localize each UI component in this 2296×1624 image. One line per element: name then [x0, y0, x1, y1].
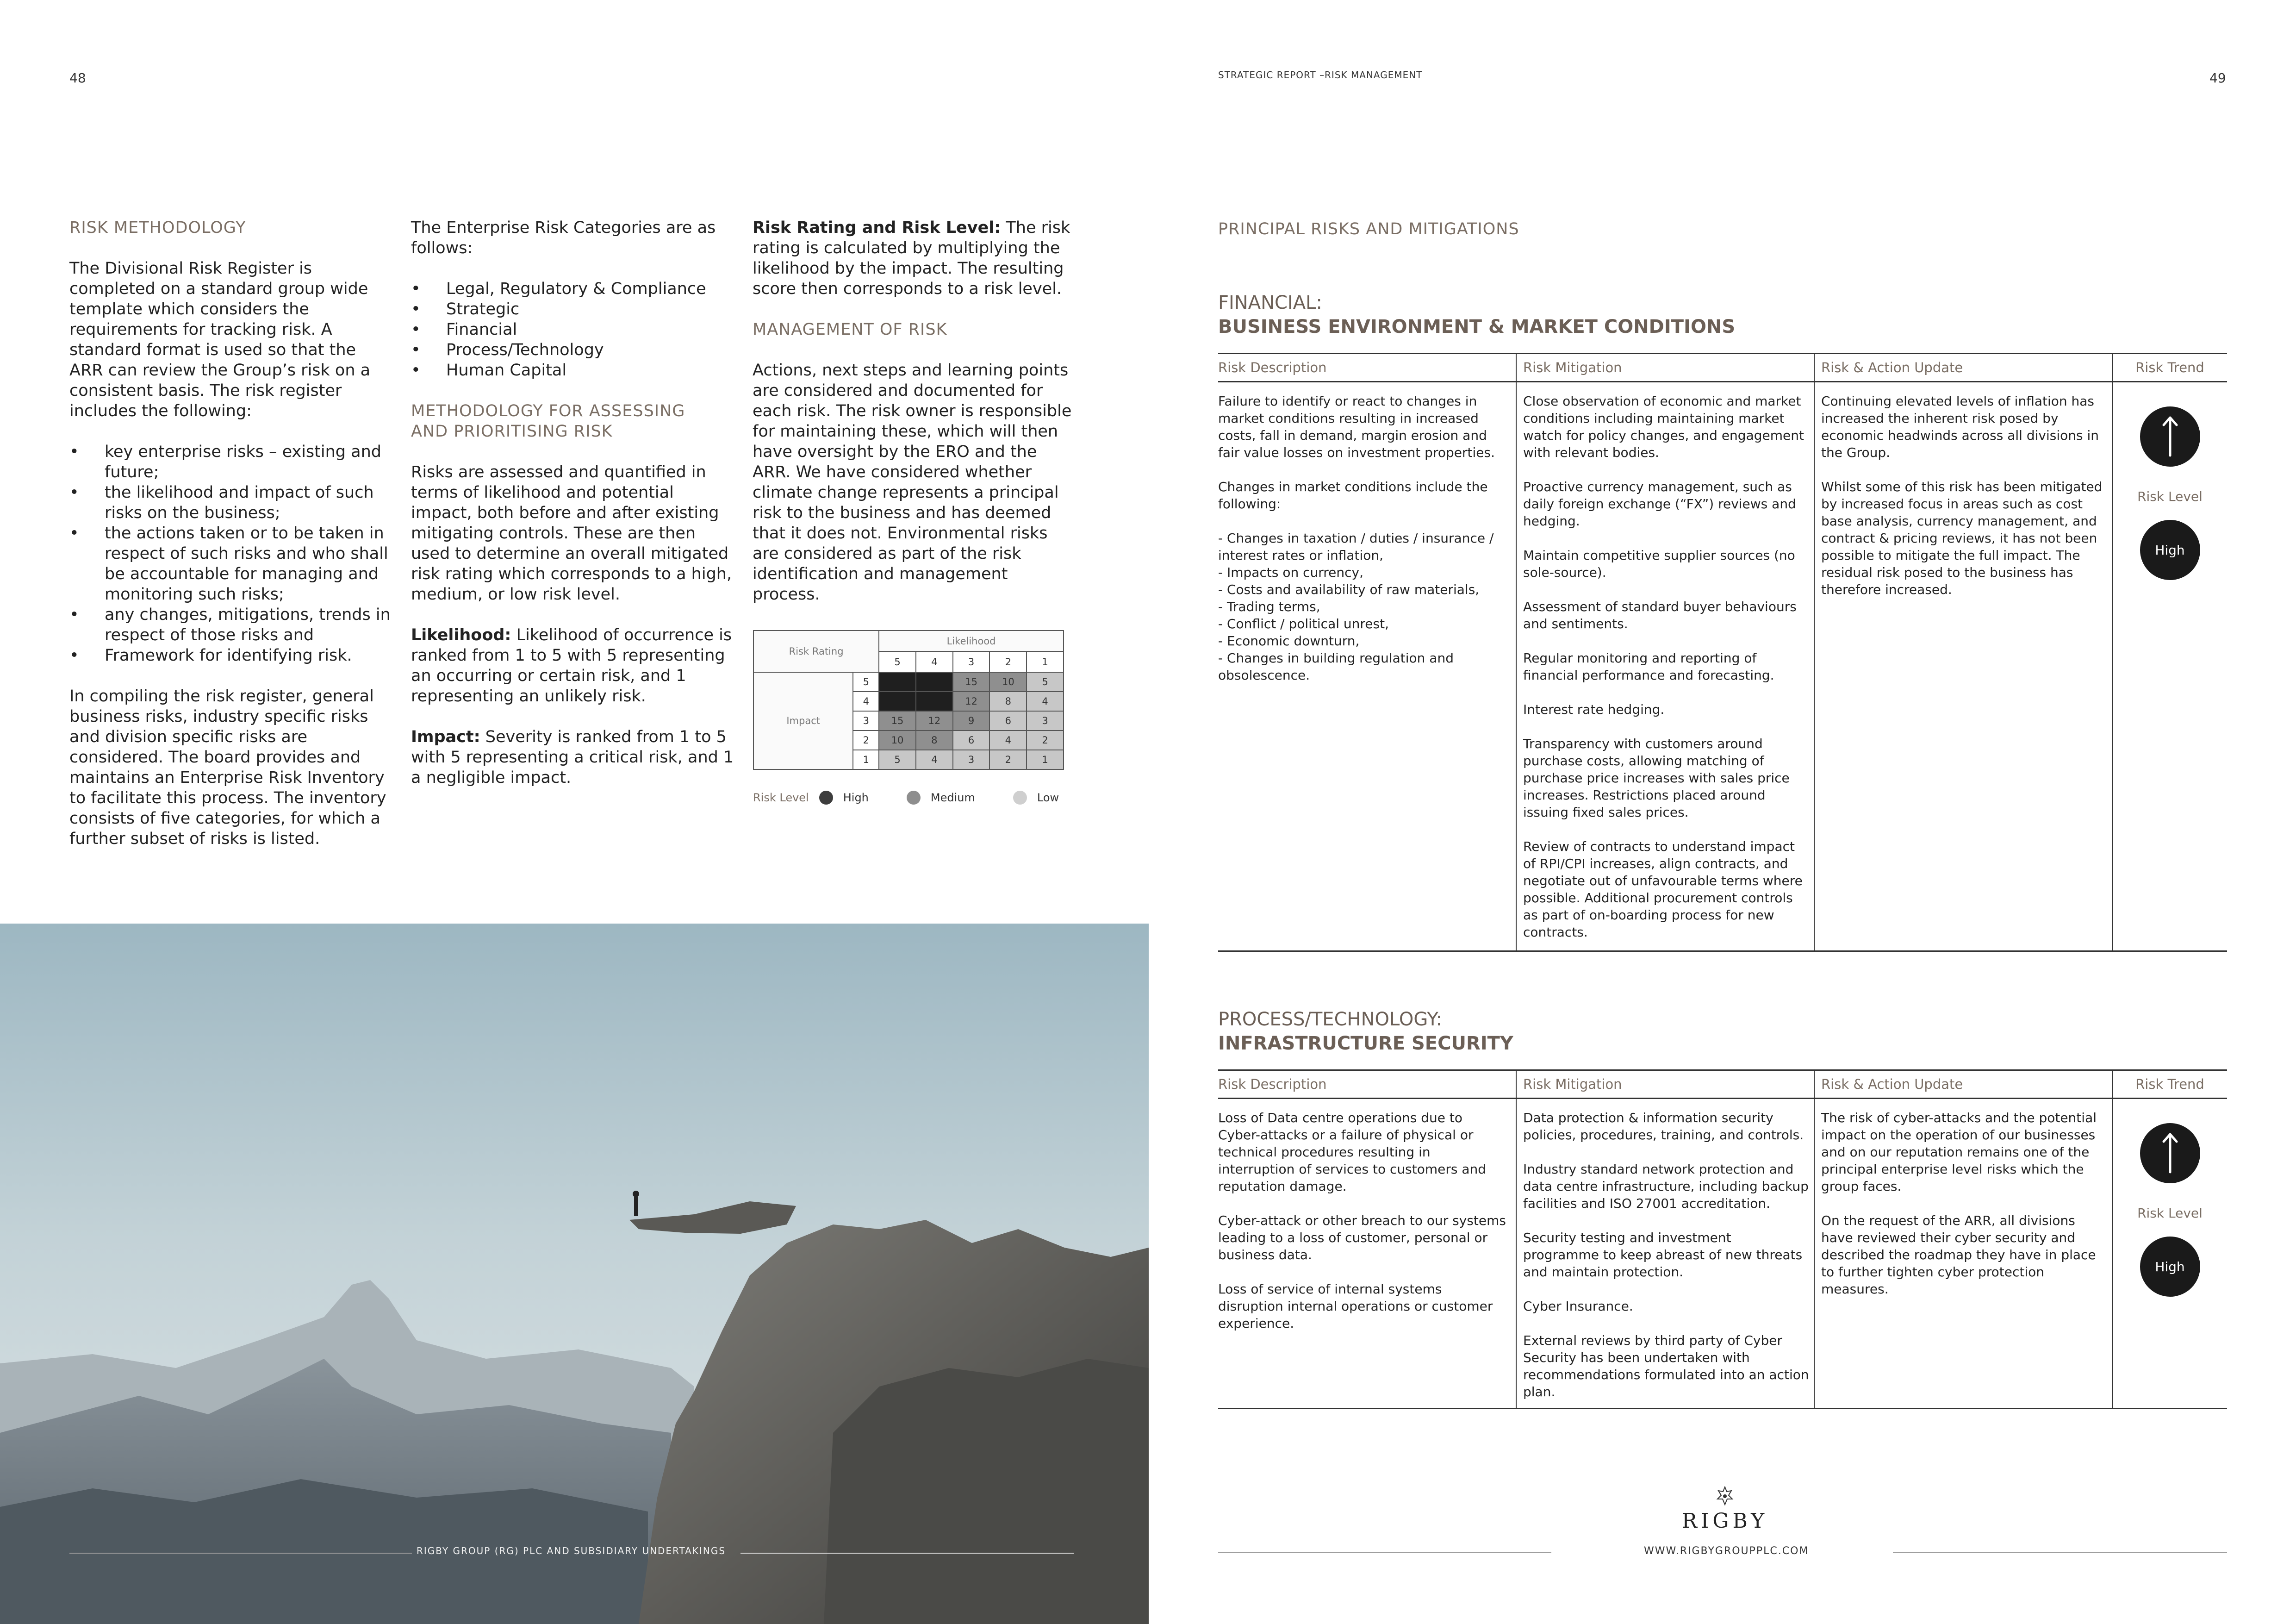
heading-methodology-assessing — [411, 401, 740, 442]
financial-risk-title — [1218, 291, 1735, 339]
table-paragraph: Assessment of standard buyer behaviours and sentiments. — [1523, 599, 1797, 631]
column-header-trend: Risk Trend — [2112, 1070, 2227, 1099]
table-paragraph: Regular monitoring and reporting of financial performance and forecasting. — [1523, 650, 1774, 683]
heading-management-of-risk: MANAGEMENT OF RISK — [753, 320, 947, 339]
likelihood-value: 3 — [953, 651, 990, 672]
process-update-cell — [1814, 1099, 2112, 1409]
list-item: • Process/Technology — [411, 340, 740, 360]
footer-divider-left-end — [740, 1553, 1074, 1554]
list-item: • any changes, mitigations, trends in respect of those risks and — [69, 605, 393, 645]
impact-value: 5 — [853, 672, 879, 692]
matrix-cell: 1 — [1027, 750, 1064, 769]
table-paragraph: Close observation of economic and market conditions including maintaining market watch for policy changes, and engagement with relevant bodies. — [1523, 394, 1804, 460]
title-line: INFRASTRUCTURE SECURITY — [1218, 1033, 1513, 1054]
matrix-cell: 12 — [953, 692, 990, 711]
financial-trend-cell — [2112, 382, 2227, 951]
likelihood-text: Likelihood of occurrence is ranked from 1 to 5 with 5 representing an occurring or certain risk, and 1 representing an unlikely risk. — [411, 626, 732, 706]
matrix-cell: 4 — [916, 750, 953, 769]
table-paragraph: Cyber-attack or other breach to our systems leading to a loss of customer, personal or business data. — [1218, 1213, 1506, 1262]
table-paragraph: Security testing and investment programme to keep abreast of new threats and maintain protection. — [1523, 1230, 1803, 1280]
footer-divider-right-b — [1893, 1552, 2227, 1553]
column-header-trend: Risk Trend — [2112, 354, 2227, 382]
heading-risk-methodology: RISK METHODOLOGY — [69, 219, 246, 237]
legend-title: Risk Level — [753, 791, 809, 804]
process-risk-title — [1218, 1007, 1513, 1056]
running-header: STRATEGIC REPORT –RISK MANAGEMENT — [1218, 69, 1423, 81]
column-risk-categories — [411, 218, 740, 808]
matrix-cell: 3 — [1027, 711, 1064, 731]
column-header-update: Risk & Action Update — [1814, 354, 2112, 382]
logo-wordmark: RIGBY — [1681, 1509, 1768, 1533]
arrow-up-glyph — [2161, 1132, 2179, 1174]
list-item: • Legal, Regulatory & Compliance — [411, 279, 740, 299]
list-item: • Strategic — [411, 299, 740, 319]
table-paragraph: External reviews by third party of Cyber Security has been undertaken with recommendations formulated into an action plan. — [1523, 1333, 1809, 1399]
footer-company-name: RIGBY GROUP (RG) PLC AND SUBSIDIARY UNDERTAKINGS — [417, 1545, 726, 1556]
categories-list — [411, 279, 740, 381]
legend-item-low — [1003, 791, 1059, 805]
matrix-cell: 9 — [953, 711, 990, 731]
list-item: • Human Capital — [411, 360, 740, 381]
matrix-cell — [879, 672, 916, 692]
legend-label: Low — [1037, 791, 1059, 804]
title-line: PROCESS/TECHNOLOGY: — [1218, 1009, 1442, 1030]
likelihood-value: 5 — [879, 651, 916, 672]
matrix-cell: 12 — [916, 711, 953, 731]
list-item: • Framework for identifying risk. — [69, 645, 393, 666]
paragraph-categories-intro: The Enterprise Risk Categories are as follows: — [411, 219, 716, 257]
arrow-up-glyph — [2161, 416, 2179, 457]
mountain-cliff-photo — [0, 924, 1149, 1624]
heading-line: AND PRIORITISING RISK — [411, 422, 613, 441]
table-paragraph: Interest rate hedging. — [1523, 702, 1665, 717]
impact-value: 1 — [853, 750, 879, 769]
table-paragraph: On the request of the ARR, all divisions have reviewed their cyber security and described the roadmap they have in place to further tighten cyber protection measures. — [1821, 1213, 2096, 1297]
column-risk-methodology — [69, 218, 393, 869]
likelihood-value: 4 — [916, 651, 953, 672]
paragraph-management: Actions, next steps and learning points are considered and documented for each risk. The risk owner is responsible for maintaining these, which will then have oversight by the ERO and the ARR. We have considered whether climate change represents a principal risk to the business and has deemed that it does not. Environmental risks are considered as part of the risk identification and management process. — [753, 361, 1072, 604]
list-item: • key enterprise risks – existing and future; — [69, 442, 393, 482]
footer-divider-right-a — [1218, 1552, 1551, 1553]
column-risk-rating — [753, 218, 1076, 625]
arrow-up-icon — [2140, 1123, 2200, 1183]
page-number-left: 48 — [69, 70, 86, 86]
risk-level-badge: High — [2140, 520, 2200, 580]
list-item: • the likelihood and impact of such risks on the business; — [69, 482, 393, 523]
matrix-cell — [916, 672, 953, 692]
risk-level-legend — [753, 791, 1087, 805]
column-header-mitigation: Risk Mitigation — [1516, 354, 1814, 382]
table-paragraph: Loss of Data centre operations due to Cyber-attacks or a failure of physical or technical procedures resulting in interruption of services to customers and reputation damage. — [1218, 1110, 1487, 1194]
risk-rating-matrix — [753, 630, 1064, 770]
process-risk-table — [1218, 1069, 2227, 1409]
process-description-cell — [1218, 1099, 1516, 1409]
risk-level-label: Risk Level — [2137, 1206, 2203, 1221]
financial-mitigation-cell — [1516, 382, 1814, 951]
matrix-cell: 5 — [879, 750, 916, 769]
matrix-likelihood-label: Likelihood — [879, 631, 1064, 651]
risk-level-label: Risk Level — [2137, 489, 2203, 504]
table-paragraph: Failure to identify or react to changes in market conditions resulting in increased costs, fall in demand, margin erosion and fair value losses on investment properties. — [1218, 394, 1495, 460]
crest-icon — [1714, 1486, 1736, 1506]
footer-divider-left — [69, 1553, 412, 1554]
landscape-illustration — [0, 924, 1149, 1624]
matrix-cell: 10 — [989, 672, 1027, 692]
legend-item-medium — [896, 791, 975, 805]
column-header-mitigation: Risk Mitigation — [1516, 1070, 1814, 1099]
table-paragraph: Cyber Insurance. — [1523, 1299, 1633, 1314]
impact-value: 4 — [853, 692, 879, 711]
impact-value: 2 — [853, 731, 879, 750]
table-paragraph: Industry standard network protection and data centre infrastructure, including backup facilities and ISO 27001 accreditation. — [1523, 1162, 1809, 1211]
likelihood-label: Likelihood: — [411, 626, 511, 644]
column-header-update: Risk & Action Update — [1814, 1070, 2112, 1099]
paragraph-risk-rating — [753, 218, 1076, 299]
table-paragraph: Changes in market conditions include the following: — [1218, 479, 1488, 512]
table-paragraph: Continuing elevated levels of inflation has increased the inherent risk posed by economic headwinds across all divisions in the Group. — [1821, 394, 2099, 460]
legend-dot-high — [819, 791, 833, 805]
matrix-cell: 4 — [989, 731, 1027, 750]
arrow-up-icon — [2140, 406, 2200, 467]
matrix-cell — [879, 692, 916, 711]
risk-rating-text: The risk rating is calculated by multiplying the likelihood by the impact. The resulting score then corresponds to a risk level. — [753, 219, 1070, 298]
process-mitigation-cell — [1516, 1099, 1814, 1409]
matrix-cell: 15 — [879, 711, 916, 731]
table-paragraph: Maintain competitive supplier sources (no sole-source). — [1523, 548, 1795, 580]
legend-label: High — [843, 791, 869, 804]
heading-line: METHODOLOGY FOR ASSESSING — [411, 402, 685, 420]
table-paragraph: Data protection & information security policies, procedures, training, and controls. — [1523, 1110, 1804, 1143]
matrix-cell: 2 — [1027, 731, 1064, 750]
financial-update-cell — [1814, 382, 2112, 951]
matrix-cell: 3 — [953, 750, 990, 769]
rigby-logo — [1662, 1486, 1787, 1533]
paragraph-assessment: Risks are assessed and quantified in terms of likelihood and potential impact, both before and after existing mitigating controls. These are then used to determine an overall mitigated risk rating which corresponds to a high, medium, or low risk level. — [411, 463, 732, 604]
risk-rating-label: Risk Rating and Risk Level: — [753, 219, 1001, 237]
legend-dot-medium — [907, 791, 921, 805]
matrix-cell: 4 — [1027, 692, 1064, 711]
matrix-cell: 10 — [879, 731, 916, 750]
matrix-cell: 6 — [953, 731, 990, 750]
paragraph-likelihood — [411, 625, 740, 706]
table-paragraph: Whilst some of this risk has been mitigated by increased focus in areas such as cost base analysis, currency management, and contract & pricing reviews, it has not been possible to mitigate the full impact. The residual risk posed to the business has therefore increased. — [1821, 479, 2103, 597]
likelihood-value: 2 — [989, 651, 1027, 672]
matrix-cell: 2 — [989, 750, 1027, 769]
table-paragraph: Review of contracts to understand impact of RPI/CPI increases, align contracts, and negotiate out of unfavourable terms where possible. Additional procurement controls as part of on-boarding process for new contracts. — [1523, 839, 1803, 940]
paragraph-compiling-register: In compiling the risk register, general business risks, industry specific risks and division specific risks are considered. The board provides and maintains an Enterprise Risk Inventory to facilitate this process. The inventory consists of five categories, for which a further subset of risks is listed. — [69, 687, 386, 848]
impact-value: 3 — [853, 711, 879, 731]
table-paragraph: The risk of cyber-attacks and the potential impact on the operation of our businesses and on our reputation remains one of the principal enterprise level risks which the group faces. — [1821, 1110, 2097, 1194]
matrix-cell: 6 — [989, 711, 1027, 731]
paragraph-register-intro: The Divisional Risk Register is completed on a standard group wide template which considers the requirements for tracking risk. A standard format is used so that the ARR can review the Group’s risk on a consistent basis. The risk register includes the following: — [69, 259, 371, 420]
financial-risk-table — [1218, 353, 2227, 952]
financial-description-cell — [1218, 382, 1516, 951]
impact-text: Severity is ranked from 1 to 5 with 5 representing a critical risk, and 1 a negligible impact. — [411, 728, 734, 787]
table-paragraph: - Changes in taxation / duties / insurance / interest rates or inflation, - Impacts on currency, - Costs and availability of raw materials, - Trading terms, - Conflict / political unrest, - Economic downturn, - Changes in building regulation and obsolescence. — [1218, 531, 1494, 683]
column-header-description: Risk Description — [1218, 354, 1516, 382]
matrix-risk-rating-label: Risk Rating — [753, 631, 879, 672]
matrix-cell: 5 — [1027, 672, 1064, 692]
matrix-cell: 15 — [953, 672, 990, 692]
table-paragraph: Proactive currency management, such as daily foreign exchange (“FX”) reviews and hedging. — [1523, 479, 1796, 529]
paragraph-impact — [411, 727, 740, 788]
matrix-cell: 8 — [989, 692, 1027, 711]
table-paragraph: Loss of service of internal systems disruption internal operations or customer experience. — [1218, 1281, 1493, 1331]
page-number-right: 49 — [2209, 70, 2226, 86]
title-line: BUSINESS ENVIRONMENT & MARKET CONDITIONS — [1218, 316, 1736, 337]
title-line: FINANCIAL: — [1218, 292, 1322, 313]
column-header-description: Risk Description — [1218, 1070, 1516, 1099]
matrix-cell: 8 — [916, 731, 953, 750]
footer-website-link[interactable]: WWW.RIGBYGROUPPLC.COM — [1644, 1545, 1809, 1557]
register-list — [69, 442, 393, 666]
likelihood-value: 1 — [1027, 651, 1064, 672]
list-item: • Financial — [411, 319, 740, 340]
legend-item-high — [809, 791, 869, 805]
list-item: • the actions taken or to be taken in respect of such risks and who shall be accountable for managing and monitoring such risks; — [69, 523, 393, 605]
process-trend-cell — [2112, 1099, 2227, 1409]
heading-principal-risks: PRINCIPAL RISKS AND MITIGATIONS — [1218, 220, 1519, 238]
legend-dot-low — [1013, 791, 1027, 805]
impact-label: Impact: — [411, 728, 480, 746]
matrix-impact-label: Impact — [753, 672, 853, 769]
table-paragraph: Transparency with customers around purchase costs, allowing matching of purchase price increases with sales price increases. Restrictions placed around issuing fixed sales prices. — [1523, 736, 1790, 820]
legend-label: Medium — [930, 791, 975, 804]
matrix-cell — [916, 692, 953, 711]
risk-level-badge: High — [2140, 1237, 2200, 1297]
